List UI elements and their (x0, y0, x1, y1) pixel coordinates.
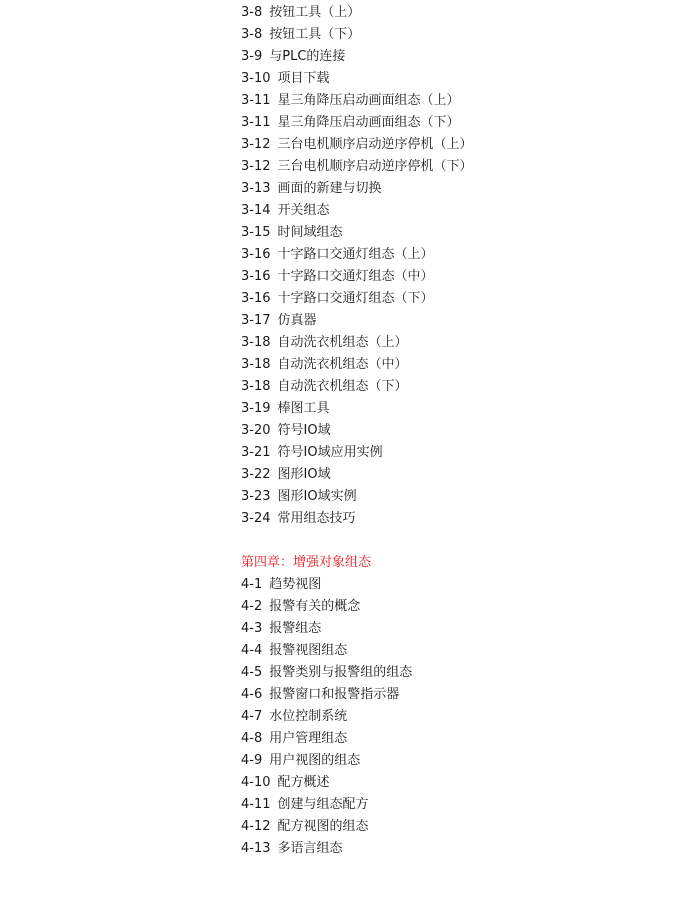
item-number: 3-9 (241, 49, 263, 64)
item-number: 3-19 (241, 401, 271, 416)
toc-item (241, 596, 681, 618)
item-title: 报警类别与报警组的组态 (269, 665, 413, 680)
toc-item (241, 508, 681, 530)
item-title: 配方视图的组态 (277, 819, 369, 834)
toc-item (241, 354, 681, 376)
item-title: 报警有关的概念 (269, 599, 361, 614)
item-title: 常用组态技巧 (277, 511, 356, 526)
item-title: 图形IO域实例 (277, 489, 357, 504)
item-title: 水位控制系统 (269, 709, 348, 724)
item-title: 创建与组态配方 (277, 797, 369, 812)
item-title: 自动洗衣机组态（下） (277, 379, 408, 394)
item-title: 按钮工具（上） (269, 5, 361, 20)
item-number: 3-15 (241, 225, 271, 240)
item-title: 用户管理组态 (269, 731, 348, 746)
item-title: 图形IO域 (277, 467, 331, 482)
toc-item (241, 112, 681, 134)
section-3-list (241, 2, 681, 530)
item-number: 3-8 (241, 5, 263, 20)
toc-item (241, 464, 681, 486)
item-title: 报警视图组态 (269, 643, 348, 658)
item-number: 3-17 (241, 313, 271, 328)
item-number: 4-11 (241, 797, 271, 812)
item-title: 符号IO域 (277, 423, 331, 438)
item-title: 报警组态 (269, 621, 322, 636)
toc-item (241, 640, 681, 662)
item-number: 4-4 (241, 643, 263, 658)
item-title: 趋势视图 (269, 577, 322, 592)
item-number: 4-5 (241, 665, 263, 680)
item-title: 用户视图的组态 (269, 753, 361, 768)
toc-item (241, 816, 681, 838)
item-title: 三台电机顺序启动逆序停机（下） (277, 159, 473, 174)
item-title: 与PLC的连接 (269, 49, 346, 64)
toc-item (241, 2, 681, 24)
toc-item (241, 486, 681, 508)
toc-item (241, 134, 681, 156)
item-number: 4-8 (241, 731, 263, 746)
item-number: 3-11 (241, 115, 271, 130)
item-number: 3-23 (241, 489, 271, 504)
toc-item (241, 332, 681, 354)
item-title: 开关组态 (277, 203, 330, 218)
item-number: 3-20 (241, 423, 271, 438)
toc-item (241, 772, 681, 794)
item-number: 3-13 (241, 181, 271, 196)
item-number: 4-3 (241, 621, 263, 636)
item-title: 自动洗衣机组态（上） (277, 335, 408, 350)
toc-item (241, 618, 681, 640)
chapter-4-list (241, 574, 681, 860)
toc-item (241, 662, 681, 684)
item-title: 配方概述 (277, 775, 330, 790)
toc-item (241, 684, 681, 706)
item-title: 画面的新建与切换 (277, 181, 382, 196)
item-number: 3-12 (241, 159, 271, 174)
toc-item (241, 24, 681, 46)
toc-item (241, 68, 681, 90)
item-title: 时间域组态 (277, 225, 343, 240)
item-number: 3-22 (241, 467, 271, 482)
item-number: 3-18 (241, 357, 271, 372)
item-number: 3-12 (241, 137, 271, 152)
chapter-4-heading: 第四章：增强对象组态 (241, 555, 372, 570)
toc-item (241, 574, 681, 596)
item-number: 4-7 (241, 709, 263, 724)
item-title: 三台电机顺序启动逆序停机（上） (277, 137, 473, 152)
item-number: 3-21 (241, 445, 271, 460)
item-number: 3-18 (241, 335, 271, 350)
toc-item (241, 398, 681, 420)
item-title: 棒图工具 (277, 401, 330, 416)
item-number: 3-14 (241, 203, 271, 218)
item-title: 星三角降压启动画面组态（上） (277, 93, 460, 108)
toc-item (241, 156, 681, 178)
item-number: 3-11 (241, 93, 271, 108)
item-title: 星三角降压启动画面组态（下） (277, 115, 460, 130)
item-number: 3-18 (241, 379, 271, 394)
item-number: 3-16 (241, 247, 271, 262)
item-title: 符号IO域应用实例 (277, 445, 383, 460)
toc-item (241, 750, 681, 772)
toc-item (241, 244, 681, 266)
item-number: 3-24 (241, 511, 271, 526)
toc-item (241, 442, 681, 464)
toc-item (241, 200, 681, 222)
item-number: 4-13 (241, 841, 271, 856)
toc-item (241, 90, 681, 112)
item-number: 4-10 (241, 775, 271, 790)
item-title: 仿真器 (277, 313, 317, 328)
item-number: 3-16 (241, 269, 271, 284)
toc-item (241, 376, 681, 398)
toc-item (241, 728, 681, 750)
item-number: 4-9 (241, 753, 263, 768)
toc-item (241, 838, 681, 860)
item-title: 十字路口交通灯组态（下） (277, 291, 434, 306)
item-title: 十字路口交通灯组态（上） (277, 247, 434, 262)
item-title: 按钮工具（下） (269, 27, 361, 42)
toc-item (241, 420, 681, 442)
item-number: 4-12 (241, 819, 271, 834)
item-number: 3-16 (241, 291, 271, 306)
toc-item (241, 288, 681, 310)
item-title: 自动洗衣机组态（中） (277, 357, 408, 372)
item-number: 4-6 (241, 687, 263, 702)
toc-item (241, 178, 681, 200)
toc-item (241, 266, 681, 288)
item-number: 4-1 (241, 577, 263, 592)
toc-item (241, 310, 681, 332)
item-title: 项目下载 (277, 71, 330, 86)
item-number: 3-10 (241, 71, 271, 86)
item-number: 3-8 (241, 27, 263, 42)
toc-item (241, 46, 681, 68)
item-title: 多语言组态 (277, 841, 343, 856)
item-title: 报警窗口和报警指示器 (269, 687, 400, 702)
item-title: 十字路口交通灯组态（中） (277, 269, 434, 284)
table-of-contents (241, 2, 681, 860)
toc-item (241, 222, 681, 244)
toc-item (241, 706, 681, 728)
toc-item (241, 794, 681, 816)
item-number: 4-2 (241, 599, 263, 614)
